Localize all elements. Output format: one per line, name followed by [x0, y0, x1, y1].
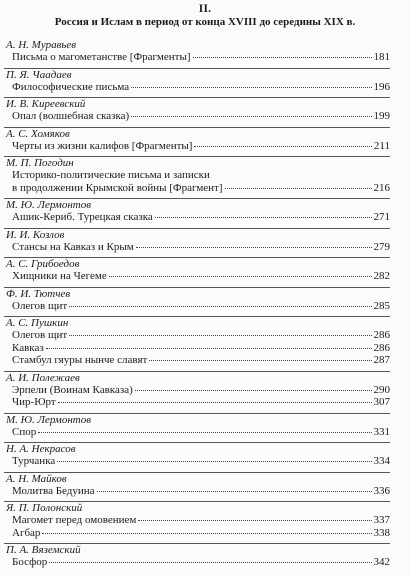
work-title: Олегов щит	[12, 299, 68, 312]
work-title: Молитва Бедуина	[12, 484, 95, 497]
author-block	[0, 38, 410, 68]
toc-entry[interactable]	[12, 81, 390, 94]
page-number: 338	[373, 526, 390, 539]
author-block	[0, 127, 410, 157]
dot-leader	[69, 306, 371, 307]
work-title: в продолжении Крымской войны [Фрагмент]	[12, 181, 223, 194]
toc-entry[interactable]	[12, 342, 390, 355]
dot-leader	[109, 276, 372, 277]
toc-entry[interactable]	[12, 426, 390, 439]
table-of-contents	[0, 38, 410, 573]
toc-entry[interactable]	[12, 329, 390, 342]
toc-entry[interactable]	[12, 455, 390, 468]
dot-leader	[135, 390, 372, 391]
page-number: 216	[373, 181, 390, 194]
work-title: Черты из жизни калифов [Фрагменты]	[12, 139, 193, 152]
author-name: И. И. Козлов	[6, 228, 65, 241]
work-title: Агбар	[12, 526, 41, 539]
page-number: 287	[373, 354, 390, 366]
author-block	[0, 543, 410, 573]
work-title: Философические письма	[12, 80, 130, 93]
toc-entry[interactable]	[12, 396, 390, 409]
page-number: 342	[373, 556, 390, 568]
dot-leader	[57, 461, 371, 462]
work-title: Турчанка	[12, 455, 56, 467]
author-name: М. Ю. Лермонтов	[6, 199, 91, 211]
work-title: Ашик-Кериб. Турецкая сказка	[12, 211, 153, 223]
author-name: А. Н. Майков	[6, 472, 67, 485]
author-block	[0, 198, 410, 228]
dot-leader	[138, 520, 371, 521]
author-name: М. П. Погодин	[6, 157, 74, 169]
work-title: Спор	[12, 425, 37, 438]
author-name: А. С. Пушкин	[6, 317, 69, 329]
page-number: 331	[373, 425, 390, 438]
author-block	[0, 68, 410, 98]
page-number: 282	[373, 270, 390, 282]
author-name: Н. А. Некрасов	[6, 443, 76, 455]
dot-leader	[225, 188, 372, 189]
page-number: 307	[373, 396, 390, 408]
author-block	[0, 442, 410, 472]
toc-entry[interactable]	[12, 211, 390, 224]
toc-entry[interactable]	[12, 354, 390, 367]
work-title: Хищники на Чегеме	[12, 270, 107, 282]
work-title: Босфор	[12, 556, 48, 568]
toc-entry[interactable]	[12, 556, 390, 569]
dot-leader	[49, 562, 371, 563]
toc-entry[interactable]	[12, 169, 390, 182]
dot-leader	[131, 87, 371, 88]
toc-entry[interactable]	[12, 110, 390, 123]
author-name: А. С. Грибоедов	[6, 258, 80, 270]
toc-entry[interactable]	[12, 485, 390, 498]
block-spacer	[0, 569, 410, 573]
page-number: 279	[373, 240, 390, 253]
author-block	[0, 97, 410, 127]
work-title: Чир-Юрт	[12, 396, 56, 408]
dot-leader	[97, 491, 372, 492]
work-title: Стансы на Кавказ и Крым	[12, 240, 134, 253]
author-name: М. Ю. Лермонтов	[6, 413, 91, 426]
work-title: Олегов щит	[12, 329, 68, 341]
dot-leader	[69, 335, 371, 336]
author-block	[0, 501, 410, 543]
page-number: 181	[373, 51, 390, 63]
toc-entry[interactable]	[12, 300, 390, 313]
work-title: Магомет перед омовением	[12, 514, 137, 526]
work-title: Историко-политические письма и записки	[12, 169, 210, 181]
page-number: 196	[373, 80, 390, 93]
toc-entry[interactable]	[12, 51, 390, 64]
page-number: 285	[373, 299, 390, 312]
page-number: 334	[373, 455, 390, 467]
page-number: 337	[373, 514, 390, 526]
author-block	[0, 257, 410, 287]
page-number: 271	[373, 211, 390, 223]
page-number: 286	[373, 341, 390, 354]
author-name: П. Я. Чаадаев	[6, 68, 72, 81]
author-block	[0, 371, 410, 413]
dot-leader	[149, 360, 371, 361]
dot-leader	[136, 247, 372, 248]
author-name: А. С. Хомяков	[6, 127, 70, 140]
toc-entry[interactable]	[12, 140, 390, 153]
toc-entry[interactable]	[12, 270, 390, 283]
dot-leader	[58, 402, 372, 403]
work-title: Опал (волшебная сказка)	[12, 110, 130, 122]
toc-entry[interactable]	[12, 384, 390, 397]
author-name: Ф. И. Тютчев	[6, 287, 71, 300]
page-number: 211	[373, 139, 390, 152]
toc-entry[interactable]	[12, 241, 390, 254]
toc-entry[interactable]	[12, 527, 390, 540]
dot-leader	[38, 432, 371, 433]
author-name: Я. П. Полонский	[6, 502, 83, 514]
toc-entry[interactable]	[12, 514, 390, 527]
author-block	[0, 316, 410, 371]
author-block	[0, 472, 410, 502]
author-name: И. В. Киреевский	[6, 98, 86, 110]
dot-leader	[155, 217, 372, 218]
page-number: 286	[373, 329, 390, 341]
author-block	[0, 156, 410, 198]
work-title: Эрпели (Воинам Кавказа)	[12, 383, 133, 396]
author-block	[0, 287, 410, 317]
dot-leader	[193, 57, 372, 58]
work-title: Стамбул гяуры нынче славят	[12, 354, 148, 366]
dot-leader	[46, 348, 372, 349]
work-title: Кавказ	[12, 341, 44, 354]
section-number: II.	[198, 3, 212, 15]
author-name: А. Н. Муравьев	[6, 39, 77, 51]
dot-leader	[42, 533, 371, 534]
author-block	[0, 228, 410, 258]
page-number: 290	[373, 383, 390, 396]
page-number: 336	[373, 484, 390, 497]
dot-leader	[194, 146, 371, 147]
toc-entry[interactable]	[12, 182, 390, 195]
section-title: Россия и Ислам в период от конца XVIII до середины XIX в.	[54, 16, 356, 28]
page-number: 199	[373, 110, 390, 122]
author-block	[0, 413, 410, 443]
author-name: П. А. Вяземский	[6, 544, 81, 556]
author-name: А. И. Полежаев	[6, 371, 80, 384]
dot-leader	[131, 116, 371, 117]
work-title: Письма о магометанстве [Фрагменты]	[12, 51, 191, 63]
